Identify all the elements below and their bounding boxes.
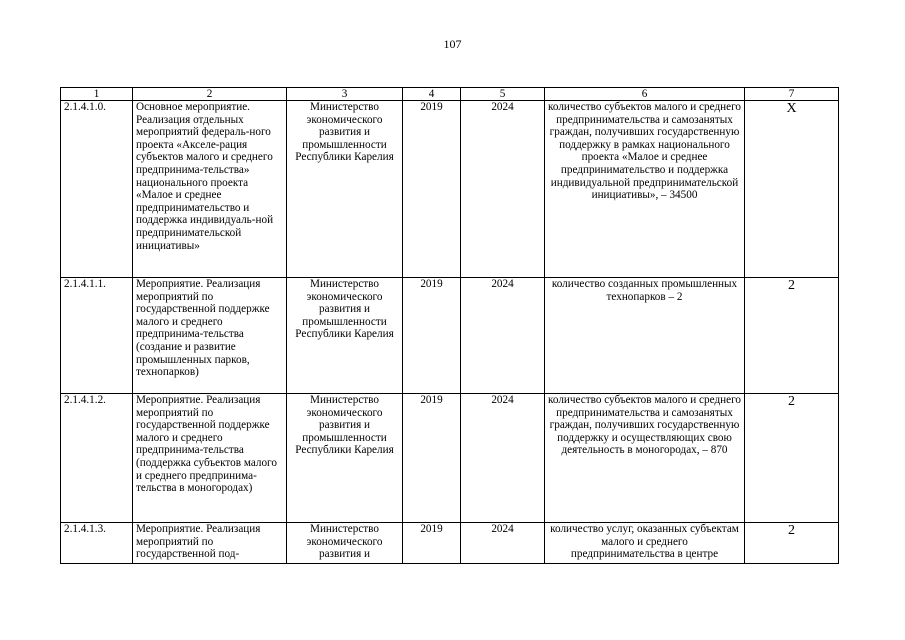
row-code: 2.1.4.1.2. xyxy=(61,394,133,523)
row-start-year: 2019 xyxy=(403,101,461,278)
column-header: 7 xyxy=(745,88,839,101)
row-measure: Основное мероприятие. Реализация отдельных мероприятий федераль-ного проекта «Акселе-рация субъектов малого и среднего предпринима-тельства» национального проекта «Малое и среднее предпринимательство и поддержка индивидуаль-ной предпринимательской инициативы» xyxy=(133,101,287,278)
row-start-year: 2019 xyxy=(403,523,461,564)
row-code: 2.1.4.1.0. xyxy=(61,101,133,278)
column-header: 2 xyxy=(133,88,287,101)
row-start-year: 2019 xyxy=(403,394,461,523)
column-header: 1 xyxy=(61,88,133,101)
row-col7: 2 xyxy=(745,523,839,564)
table-header-row xyxy=(61,88,839,101)
row-indicator: количество субъектов малого и среднего предпринимательства и самозанятых граждан, получивших государственную поддержку в рамках национального проекта «Малое и среднее предпринимательство и поддержка индивидуальной предпринимательской инициативы», – 34500 xyxy=(545,101,745,278)
row-end-year: 2024 xyxy=(461,101,545,278)
row-indicator: количество субъектов малого и среднего предпринимательства и самозанятых граждан, получивших государственную поддержку и осуществляющих свою деятельность в моногородах, – 870 xyxy=(545,394,745,523)
row-end-year: 2024 xyxy=(461,278,545,394)
row-measure: Мероприятие. Реализация мероприятий по государственной поддержке малого и среднего предпринима-тельства (поддержка субъектов малого и среднего предпринима-тельства в моногородах) xyxy=(133,394,287,523)
row-end-year: 2024 xyxy=(461,394,545,523)
table-row xyxy=(61,394,839,523)
row-col7: 2 xyxy=(745,394,839,523)
row-executor: Министерство экономического развития и промышленности Республики Карелия xyxy=(287,101,403,278)
page-number: 107 xyxy=(443,37,462,51)
row-executor: Министерство экономического развития и xyxy=(287,523,403,564)
column-header: 4 xyxy=(403,88,461,101)
column-header: 6 xyxy=(545,88,745,101)
row-code: 2.1.4.1.1. xyxy=(61,278,133,394)
table-row xyxy=(61,278,839,394)
row-indicator: количество созданных промышленных технопарков – 2 xyxy=(545,278,745,394)
table-row xyxy=(61,523,839,564)
row-code: 2.1.4.1.3. xyxy=(61,523,133,564)
row-executor: Министерство экономического развития и промышленности Республики Карелия xyxy=(287,394,403,523)
column-header: 5 xyxy=(461,88,545,101)
table-row xyxy=(61,101,839,278)
row-col7: Х xyxy=(745,101,839,278)
row-measure: Мероприятие. Реализация мероприятий по государственной поддержке малого и среднего предпринима-тельства (создание и развитие промышленных парков, технопарков) xyxy=(133,278,287,394)
program-table xyxy=(60,87,839,564)
row-col7: 2 xyxy=(745,278,839,394)
row-start-year: 2019 xyxy=(403,278,461,394)
column-header: 3 xyxy=(287,88,403,101)
row-executor: Министерство экономического развития и промышленности Республики Карелия xyxy=(287,278,403,394)
row-indicator: количество услуг, оказанных субъектам малого и среднего предпринимательства в центре xyxy=(545,523,745,564)
row-measure: Мероприятие. Реализация мероприятий по государственной под- xyxy=(133,523,287,564)
row-end-year: 2024 xyxy=(461,523,545,564)
